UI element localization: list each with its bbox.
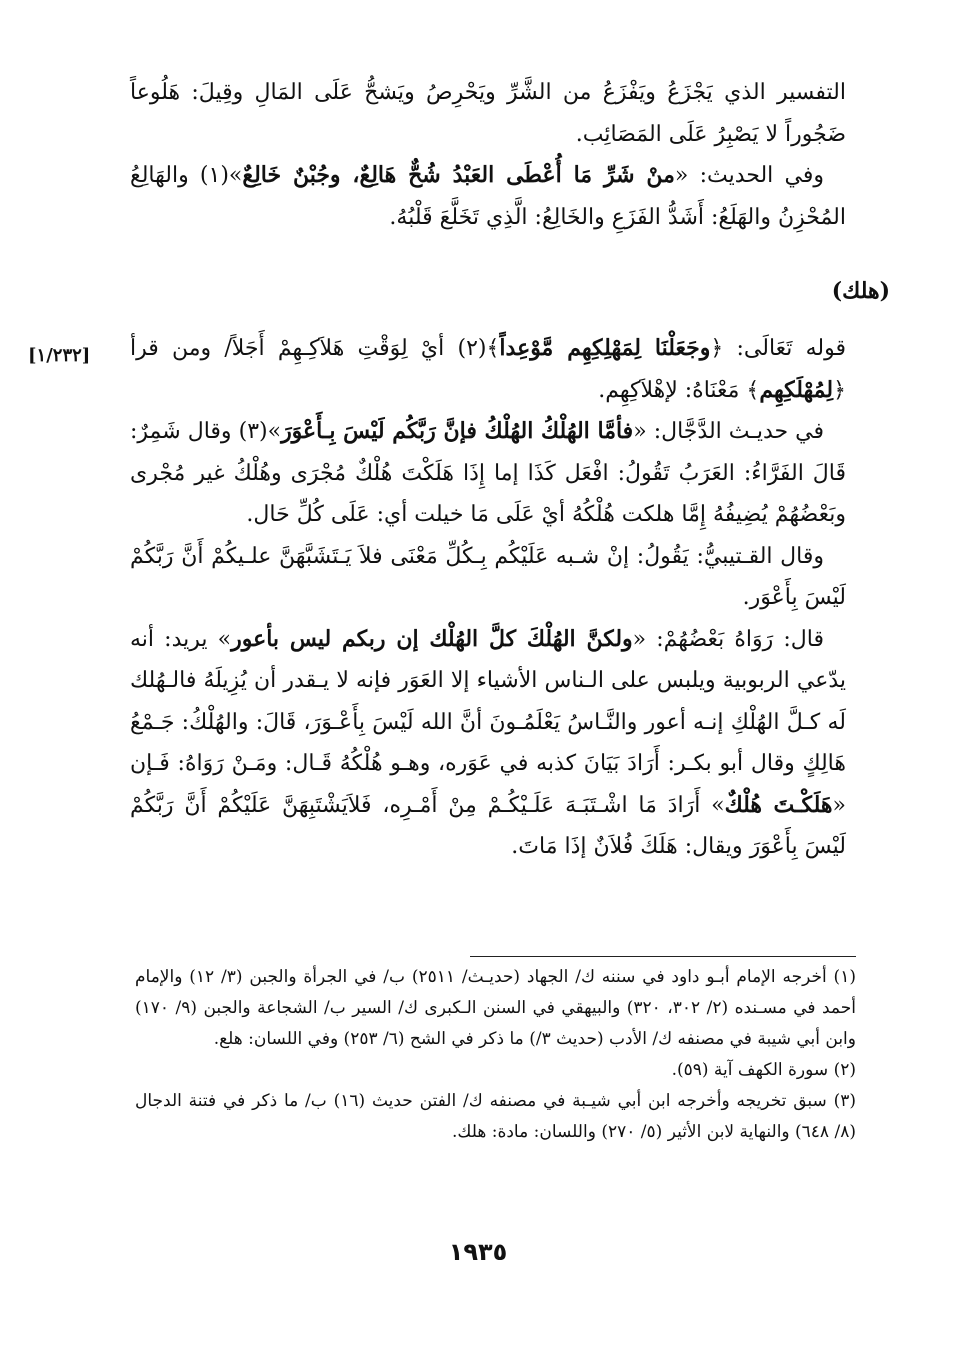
- paragraph-verse: [130, 328, 846, 411]
- dajjal-intro: في حديـث الدَّجَّال: «: [633, 419, 824, 444]
- main-text-block-2: [130, 328, 846, 868]
- paragraph-variant-narration: [130, 619, 846, 868]
- verse-intro: قوله تَعَالَى: ﴿: [710, 336, 846, 361]
- variant-explanation: » يريد: أنه يدّعي الربوبية ويلبس على الـناس الأشياء إلا العَوَر فإنه لا يـقدر أن يُزِيلَهُ فالـهُلك لَه كـلَّ الهُلْكِ إنـه أعور والنَّـاسُ يَعْلَمُـونَ أنَّ الله لَيْسَ بِأَعْـوَرَ، قَالَ: والهُلْكُ: جَـمْعُ هَالِكٍ وقال أبو بكـر: أَرَادَ بَيَانَ كذبه في عَوَره، وهـو هُلْكُهُ قَـال: ومَـنْ رَوَاهُ: فَـإن «: [130, 626, 846, 818]
- footnotes: [135, 962, 856, 1148]
- variant-intro: قال: رَوَاهُ بَعْضُهُمْ: «: [632, 626, 825, 652]
- verse-explanation: ﴾(٢) أيْ لِوَقْتِ هَلاَكِـهِمْ أَجَلاً/ ومن قرأ ﴿: [130, 336, 846, 403]
- paragraph-hadith-halea: [130, 155, 846, 238]
- footnote-1: (١) أخرجه الإمام أبـو داود في سننه ك/ الجهاد (حديـث/ ٢٥١١) ب/ في الجرأة والجبن (٣/ ١٢) والإمام أحمد في مسـنده (٢/ ٣٠٢، ٣٢٠) والبيهقي في السنن الـكبرى ك/ السير ب/ الشجاعة والجبن (٩/ ١٧٠) وابن أبي شيبة في مصنفه ك/ الأدب (حديث ٣/) ما ذكر في الشح (٦/ ٢٥٣) وفي اللسان: هلع.: [135, 967, 856, 1049]
- paragraph-tafsir: التفسير الذي يَجْزَعُ ويَفْزَعُ من الشَّرِّ ويَحْرِصُ ويَشحُّ عَلَى المَالِ وقِيلَ: هَلُوعاً ضَجُوراً لا يَصْبِرُ عَلَى المَصَائِب.: [130, 80, 846, 147]
- footnote-3: (٣) سبق تخريجه وأخرجه ابن أبي شيـبة في مصنفه ك/ الفتن حديث (١٦) ب/ ما ذكر في فتنة الدجال (٨/ ٦٤٨) والنهاية لابن الأثير (٥/ ٢٧٠) واللسان: مادة: هلك.: [135, 1091, 856, 1142]
- paragraph-qutaybi: وقال القـتيبيُّ: يَقُولُ: إنْ شـبه عَلَيْكُم بِـكُلِّ مَعْنَى فلاَ يَـتَشَبَّهَنَّ علـيكُمْ أَنَّ رَبَّكُمْ لَيْسَ بِأَعْوَر.: [130, 543, 846, 610]
- variant-hadith-quote: ولكنَّ الهُلْكَ كلَّ الهُلْك إن ربكم ليس بأعور: [231, 625, 633, 652]
- paragraph-dajjal-hadith: [130, 411, 846, 536]
- reading-meaning: ﴾ مَعْنَاهُ: لإهْلاَكِهِم.: [598, 377, 760, 403]
- dajjal-explanation: »(٣) وقال شَمِرٌ: قَالَ الفَرَّاءُ: العَرَبُ تَقُولُ: افْعَل كَذَا إما إِذَا هَلَكْتَ هُلْكٌ مُجْرَى وهُلْكُ غير مُجْرى وبَعْضُهُمْ يُضِيفُهُ إِمَّا هلكت هُلْكُهُ أيْ عَلَى مَا خيلت أي: عَلَى كُلِّ حَال.: [130, 419, 846, 527]
- footnote-2: (٢) سورة الكهف آية (٥٩).: [671, 1060, 856, 1080]
- quran-verse: وجَعَلْنَا لِمَهْلِكِهِم مَّوْعِداً: [499, 335, 711, 361]
- section-heading: (هلك): [831, 278, 890, 304]
- hadith-quote: منْ شَرِّ مَا أُعْطَى العَبْدُ شُحٌّ هَالِعٌ، وجُبْنٌ خَالِعٌ: [242, 162, 675, 188]
- quran-reading: لِمُهْلَكِهِم: [759, 376, 834, 403]
- margin-reference: [١/٢٣٢]: [28, 345, 91, 366]
- dajjal-hadith-quote: فأمَّا الهُلْكُ الهُلْكُ فإنَّ رَبَّكُم لَيْسَ بِـأَعْوَرَ: [281, 418, 634, 444]
- main-text-block-1: [130, 72, 846, 238]
- footnote-separator: [470, 956, 856, 957]
- hadith-explanation: »(١) والهَالِعُ المُحْزِنُ والهَلَعُ: أَشَدُّ الفَزَعِ والخَالِعُ: الَّذِي تَخَلَّعَ قَلْبُهُ.: [130, 163, 846, 230]
- variant-hadith-quote-2: هَلَكْـتَ هُلْكٌ: [724, 791, 833, 818]
- page-number: ١٩٣٥: [448, 1238, 508, 1266]
- hadith-intro: وفي الحديث: «: [674, 163, 824, 188]
- variant-conclusion: » أَرَادَ مَا اشْـتَبَـهَ عَلَـيْكُـمْ مِنْ أَمْـرِه، فَلاَيَشْتَبِهَنَّ عَلَيْكُمْ أَنَّ رَبَّكُمْ لَيْسَ بِأَعْوَرَ ويقال: هَلَكَ فُلاَنٌ إذَا مَاتَ.: [130, 792, 846, 859]
